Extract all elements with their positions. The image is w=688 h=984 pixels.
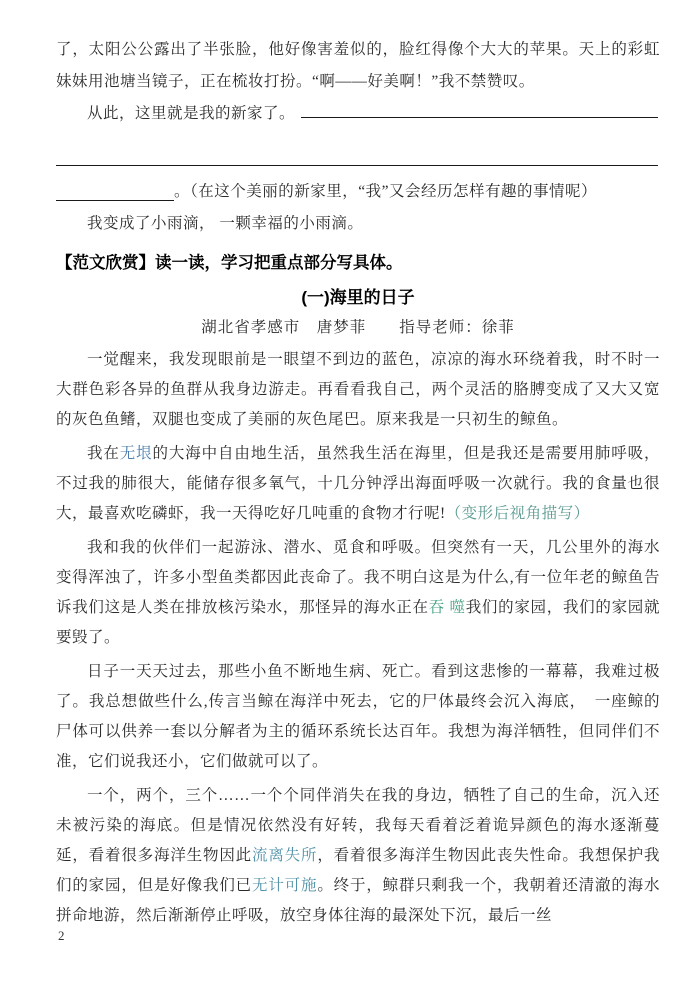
paragraph-text: 我在 (87, 445, 120, 462)
essay-paragraph (56, 345, 660, 435)
raindrop-line: 我变成了小雨滴， 一颗幸福的小雨滴。 (87, 215, 364, 232)
paragraph-text: 。终于，鲸群只剩我一个，我朝着还清澈的海水拼命地游，然后渐渐停止呼吸，放空身体往海的最深处下沉，最后一丝 (56, 877, 660, 924)
paragraph-text: 一觉醒来，我发现眼前是一眼望不到边的蓝色，凉凉的海水环绕着我，时不时一大群色彩各异的鱼群从我身边游走。再看看我自己，两个灵活的胳膊变成了又大又宽的灰色鱼鳍，双腿也变成了美丽的灰色尾巴。原来我是一只初生的鲸鱼。 (56, 351, 660, 428)
highlighted-phrase: 流离失所 (252, 847, 318, 864)
page-number: 2 (58, 928, 65, 943)
essay-byline: 湖北省孝感市 唐梦菲 指导老师：徐菲 (201, 319, 515, 336)
essay-paragraph (56, 781, 660, 931)
paragraph-text: 我和我的伙伴们一起游泳、潜水、觅食和呼吸。但突然有一天，几公里外的海水变得浑浊了，许多小型鱼类都因此丧命了。我不明白这是为什么,有一位年老的鲸鱼告诉我们这是人类在排放核污染水，那怪异的海水正在 (56, 539, 660, 616)
paragraph-text: ，看着很多海洋生物因此丧失性命。我想保护我们的家园，但是好像我们已 (56, 847, 660, 894)
blank-underline-full (56, 152, 658, 166)
essay-paragraph (56, 657, 660, 777)
essay-title: (一)海里的日子 (301, 288, 415, 307)
essay-paragraph (56, 439, 660, 529)
highlighted-phrase: 无计可施 (252, 877, 318, 894)
fill-note-line (56, 176, 660, 208)
blank-underline (301, 101, 658, 118)
fill-note-text: 。（在这个美丽的新家里，“我”又会经历怎样有趣的事情呢） (174, 183, 598, 200)
intro-continuation-paragraph: 了，太阳公公露出了半张脸，他好像害羞似的，脸红得像个大大的苹果。天上的彩虹妹妹用池塘当镜子，正在梳妆打扮。“啊——好美啊！”我不禁赞叹。 (56, 41, 660, 90)
section-heading: 【范文欣赏】读一读，学习把重点部分写具体。 (56, 254, 403, 272)
paragraph-text: 日子一天天过去，那些小鱼不断地生病、死亡。看到这悲惨的一幕幕，我难过极了。我总想做些什么,传言当鲸在海洋中死去，它的尸体最终会沉入海底， 一座鲸的尸体可以供养一套以分解者为主的循环系统长达百年。我想为海洋牺牲，但同伴们不准，它们说我还小，它们做就可以了。 (56, 663, 660, 770)
blank-underline-short (56, 184, 174, 201)
paragraph-text: 一个，两个，三个……一个个同伴消失在我的身边，牺牲了自己的生命，沉入还未被污染的海底。但是情况依然没有好转，我每天看着泛着诡异颜色的海水逐渐蔓延，看着很多海洋生物因此 (56, 787, 660, 864)
paragraph-text: 的大海中自由地生活，虽然我生活在海里，但是我还是需要用肺呼吸，不过我的肺很大，能储存很多氧气，十几分钟浮出海面呼吸一次就行。我的食量也很大，最喜欢吃磷虾，我一天得吃好几吨重的食物才行呢! (56, 445, 660, 522)
essay-paragraph (56, 533, 660, 653)
essay-body (56, 345, 660, 931)
paragraph-text: 我们的家园，我们的家园就要毁了。 (56, 599, 660, 646)
new-home-text: 从此，这里就是我的新家了。 (87, 105, 296, 122)
new-home-line (56, 98, 660, 130)
highlighted-phrase: 无垠 (119, 445, 153, 462)
highlighted-phrase: （变形后视角描写） (445, 505, 590, 522)
highlighted-phrase: 吞 噬 (428, 599, 466, 616)
